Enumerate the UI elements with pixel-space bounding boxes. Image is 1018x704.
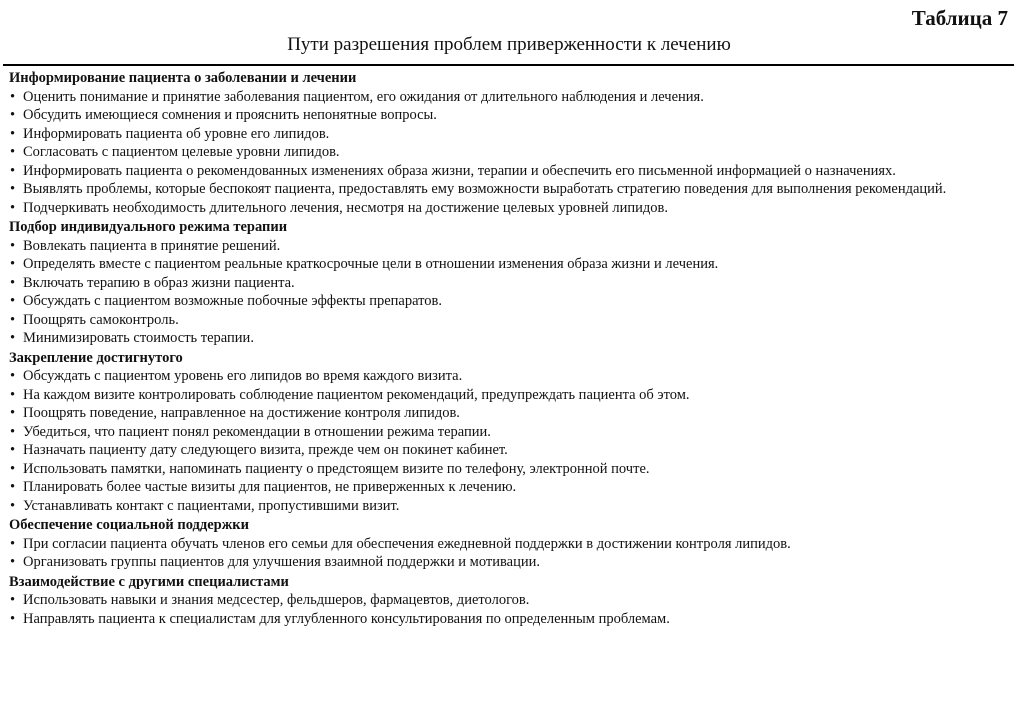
list-item: • Организовать группы пациентов для улучшения взаимной поддержки и мотивации. [10,554,540,570]
bullet-icon: • [10,479,16,495]
list-item: • Подчеркивать необходимость длительного лечения, несмотря на достижение целевых уровней липидов. [10,199,669,216]
bullet-icon: • [10,274,16,291]
list-item: • Направлять пациента к специалистам для углубленного консультирования по определенным проблемам. [10,610,670,627]
bullet-icon: • [10,311,16,328]
list-item: • Информировать пациента об уровне его липидов. [10,125,330,142]
table-number-label: Таблица 7 [911,6,1008,30]
bullet-icon: • [10,293,16,309]
bullet-icon: • [10,386,16,403]
bullet-icon: • [10,88,16,105]
bullet-icon: • [10,181,16,197]
list-item: • Поощрять самоконтроль. [10,311,179,328]
bullet-icon: • [10,368,16,384]
bullet-icon: • [10,125,16,142]
list-item: • На каждом визите контролировать соблюдение пациентом рекомендаций, предупреждать пациента об этом. [10,386,690,403]
table-title: Пути разрешения проблем приверженности к лечению [287,34,731,55]
bullet-icon: • [10,592,16,608]
section-therapy-regimen [9,218,1009,348]
list-item: • Убедиться, что пациент понял рекомендации в отношении режима терапии. [10,423,491,440]
bullet-icon: • [10,144,16,160]
list-item: • Использовать памятки, напоминать пациенту о предстоящем визите по телефону, электронной почте. [10,460,650,477]
bullet-icon: • [10,162,16,179]
list-item: • Минимизировать стоимость терапии. [10,330,254,346]
bullet-icon: • [10,256,16,272]
list-item: • Обсуждать с пациентом уровень его липидов во время каждого визита. [10,368,463,384]
bullet-icon: • [10,497,16,514]
section-informing [9,69,1009,217]
bullet-icon: • [10,199,16,216]
list-item: • При согласии пациента обучать членов его семьи для обеспечения ежедневной поддержки в достижении контроля липидов. [10,535,791,552]
list-item: • Обсудить имеющиеся сомнения и прояснить непонятные вопросы. [10,107,437,123]
bullet-icon: • [10,535,16,552]
bullet-icon: • [10,554,16,570]
list-item: • Планировать более частые визиты для пациентов, не приверженных к лечению. [10,479,517,495]
table-content [9,69,1009,628]
list-item: • Поощрять поведение, направленное на достижение контроля липидов. [10,405,460,421]
list-item: • Обсуждать с пациентом возможные побочные эффекты препаратов. [10,293,443,309]
section-specialists [9,573,1009,629]
bullet-icon: • [10,405,16,421]
section-social-support [9,516,1009,572]
bullet-icon: • [10,107,16,123]
list-item: • Устанавливать контакт с пациентами, пропустившими визит. [10,497,400,514]
section-title: Взаимодействие с другими специалистами [9,573,289,590]
list-item: • Определять вместе с пациентом реальные краткосрочные цели в отношении изменения образа жизни и лечения. [10,256,719,272]
section-title: Информирование пациента о заболевании и лечении [9,70,357,86]
list-item: • Вовлекать пациента в принятие решений. [10,237,281,254]
list-item: • Согласовать с пациентом целевые уровни липидов. [10,144,340,160]
section-title: Подбор индивидуального режима терапии [9,219,288,235]
list-item: • Информировать пациента о рекомендованных изменениях образа жизни, терапии и обеспечить его письменной информацией о назначениях. [10,162,896,179]
list-item: • Выявлять проблемы, которые беспокоят пациента, предоставлять ему возможности выработать стратегию поведения для выполнения рекомендаций. [10,181,947,197]
section-title: Обеспечение социальной поддержки [9,517,249,533]
section-title: Закрепление достигнутого [9,349,183,366]
list-item: • Назначать пациенту дату следующего визита, прежде чем он покинет кабинет. [10,442,508,458]
list-item: • Использовать навыки и знания медсестер, фельдшеров, фармацевтов, диетологов. [10,592,530,608]
list-item: • Оценить понимание и принятие заболевания пациентом, его ожидания от длительного наблюдения и лечения. [10,88,704,105]
bullet-icon: • [10,237,16,254]
bullet-icon: • [10,330,16,346]
section-consolidation [9,349,1009,516]
header-divider [3,64,1014,66]
bullet-icon: • [10,460,16,477]
bullet-icon: • [10,610,16,627]
list-item: • Включать терапию в образ жизни пациента. [10,274,295,291]
bullet-icon: • [10,423,16,440]
bullet-icon: • [10,442,16,458]
